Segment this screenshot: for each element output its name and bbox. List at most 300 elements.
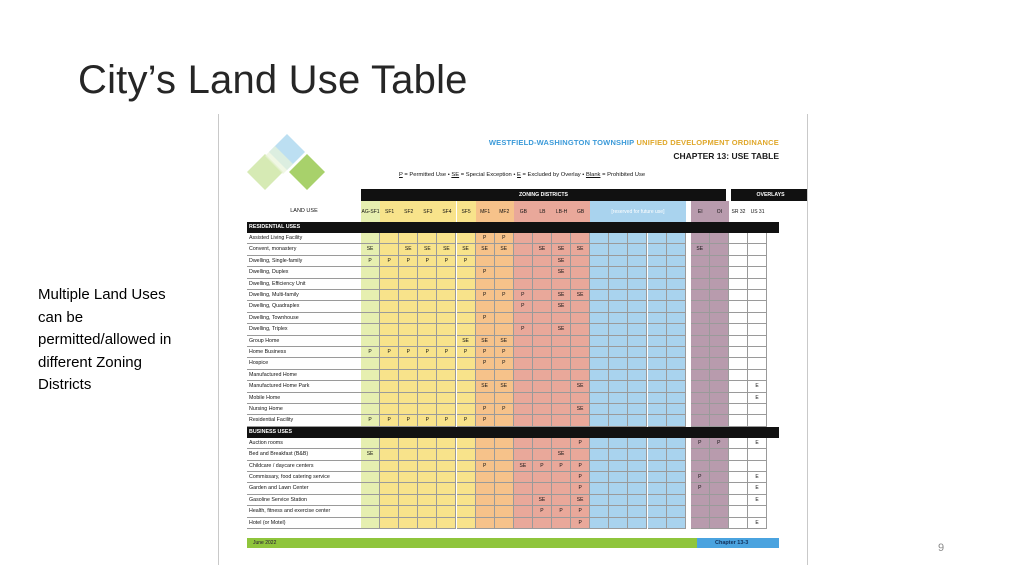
table-cell xyxy=(495,256,514,267)
column-header: SR 32 xyxy=(729,201,748,223)
table-cell xyxy=(729,506,748,517)
side-caption-line: permitted/allowed in xyxy=(38,331,172,348)
table-cell: P xyxy=(437,256,456,267)
table-cell xyxy=(476,393,495,404)
table-cell: P xyxy=(691,438,710,449)
table-cell xyxy=(380,324,399,335)
table-cell: P xyxy=(571,461,590,472)
table-cell xyxy=(457,358,476,369)
table-cell: P xyxy=(571,518,590,529)
table-cell xyxy=(628,313,647,324)
table-cell xyxy=(691,324,710,335)
table-cell xyxy=(710,267,729,278)
table-cell xyxy=(748,256,767,267)
table-cell xyxy=(691,381,710,392)
footer-green-bar xyxy=(247,538,697,548)
table-cell xyxy=(476,449,495,460)
table-cell xyxy=(748,370,767,381)
table-cell xyxy=(590,449,609,460)
table-cell xyxy=(380,336,399,347)
column-header: GB xyxy=(514,201,533,223)
table-cell xyxy=(361,461,380,472)
table-cell xyxy=(590,404,609,415)
table-cell xyxy=(380,233,399,244)
table-cell xyxy=(691,393,710,404)
table-cell xyxy=(710,290,729,301)
table-cell xyxy=(648,370,667,381)
table-cell: SE xyxy=(476,381,495,392)
table-cell xyxy=(648,324,667,335)
table-cell xyxy=(667,313,686,324)
table-cell: SE xyxy=(552,290,571,301)
table-cell xyxy=(418,279,437,290)
table-cell: E xyxy=(748,518,767,529)
table-cell xyxy=(361,336,380,347)
table-cell xyxy=(495,449,514,460)
table-cell xyxy=(437,438,456,449)
column-header: MF1 xyxy=(476,201,495,223)
table-cell xyxy=(457,301,476,312)
table-cell xyxy=(437,370,456,381)
table-cell xyxy=(590,415,609,426)
table-cell: P xyxy=(361,415,380,426)
page-number: 9 xyxy=(938,542,945,554)
table-cell xyxy=(361,324,380,335)
table-cell xyxy=(552,381,571,392)
table-cell xyxy=(533,233,552,244)
table-cell xyxy=(571,301,590,312)
table-cell: P xyxy=(399,415,418,426)
table-cell: E xyxy=(748,495,767,506)
table-cell xyxy=(380,438,399,449)
table-cell: E xyxy=(748,438,767,449)
table-cell xyxy=(691,358,710,369)
table-cell xyxy=(399,393,418,404)
table-cell xyxy=(552,347,571,358)
table-cell xyxy=(628,461,647,472)
table-cell xyxy=(729,347,748,358)
table-row xyxy=(247,495,779,506)
table-cell xyxy=(628,472,647,483)
table-cell xyxy=(609,290,628,301)
table-cell xyxy=(609,404,628,415)
table-cell xyxy=(437,301,456,312)
table-cell xyxy=(628,336,647,347)
table-cell xyxy=(457,233,476,244)
table-cell xyxy=(457,495,476,506)
table-cell xyxy=(609,244,628,255)
table-cell: P xyxy=(495,404,514,415)
table-cell: SE xyxy=(552,449,571,460)
table-cell xyxy=(437,313,456,324)
table-cell xyxy=(495,301,514,312)
table-cell xyxy=(380,506,399,517)
table-row xyxy=(247,256,779,267)
table-cell xyxy=(628,415,647,426)
side-caption-line: Multiple Land Uses xyxy=(38,286,166,303)
table-cell xyxy=(691,404,710,415)
table-cell xyxy=(729,233,748,244)
land-use-name: Manufactured Home xyxy=(249,371,297,378)
section-header xyxy=(247,222,779,233)
table-row xyxy=(247,415,779,426)
table-cell xyxy=(609,347,628,358)
legend-se-text: = Special Exception • xyxy=(459,172,518,178)
zoning-districts-header: ZONING DISTRICTS xyxy=(361,189,726,201)
table-cell xyxy=(399,461,418,472)
table-cell xyxy=(495,472,514,483)
table-cell xyxy=(691,301,710,312)
table-cell: P xyxy=(476,415,495,426)
table-cell xyxy=(609,438,628,449)
table-cell xyxy=(361,381,380,392)
table-cell xyxy=(590,495,609,506)
table-cell xyxy=(609,472,628,483)
table-cell xyxy=(667,381,686,392)
table-row xyxy=(247,336,779,347)
table-cell xyxy=(495,506,514,517)
table-cell xyxy=(514,506,533,517)
land-use-name: Residential Facility xyxy=(249,417,294,424)
table-cell xyxy=(495,495,514,506)
table-cell: P xyxy=(533,506,552,517)
table-cell xyxy=(361,518,380,529)
table-cell xyxy=(514,415,533,426)
table-cell: P xyxy=(691,472,710,483)
table-cell xyxy=(361,404,380,415)
table-cell xyxy=(533,472,552,483)
table-cell xyxy=(691,347,710,358)
table-cell: P xyxy=(457,415,476,426)
table-cell xyxy=(361,233,380,244)
table-cell xyxy=(437,290,456,301)
table-cell xyxy=(437,267,456,278)
table-cell xyxy=(691,506,710,517)
table-cell: P xyxy=(476,233,495,244)
table-cell xyxy=(380,404,399,415)
table-cell xyxy=(495,483,514,494)
table-cell xyxy=(710,301,729,312)
table-cell xyxy=(729,358,748,369)
table-cell xyxy=(729,472,748,483)
table-cell xyxy=(399,279,418,290)
table-cell xyxy=(590,267,609,278)
table-cell: E xyxy=(748,381,767,392)
legend-p-text: = Permitted Use • xyxy=(402,172,452,178)
column-header: GB xyxy=(571,201,590,223)
table-cell xyxy=(729,461,748,472)
table-cell xyxy=(710,506,729,517)
table-cell: SE xyxy=(552,301,571,312)
table-cell xyxy=(437,518,456,529)
table-cell: SE xyxy=(361,449,380,460)
table-cell xyxy=(552,336,571,347)
table-cell xyxy=(514,404,533,415)
table-cell xyxy=(748,336,767,347)
table-cell xyxy=(361,313,380,324)
table-cell: SE xyxy=(495,244,514,255)
table-cell xyxy=(399,233,418,244)
table-cell: P xyxy=(476,313,495,324)
table-cell xyxy=(729,336,748,347)
table-cell xyxy=(571,415,590,426)
table-cell xyxy=(571,358,590,369)
table-cell xyxy=(418,393,437,404)
table-cell xyxy=(710,370,729,381)
table-cell xyxy=(710,393,729,404)
table-cell xyxy=(590,370,609,381)
table-cell: P xyxy=(418,256,437,267)
table-cell xyxy=(748,324,767,335)
table-cell xyxy=(628,301,647,312)
table-cell xyxy=(361,506,380,517)
table-cell xyxy=(691,290,710,301)
table-cell xyxy=(495,267,514,278)
table-cell xyxy=(457,279,476,290)
table-row xyxy=(247,449,779,460)
table-cell xyxy=(628,279,647,290)
table-cell xyxy=(590,336,609,347)
table-row xyxy=(247,461,779,472)
table-cell xyxy=(399,506,418,517)
table-cell xyxy=(648,233,667,244)
table-cell xyxy=(476,495,495,506)
table-cell: P xyxy=(495,347,514,358)
table-cell xyxy=(457,506,476,517)
table-cell xyxy=(609,324,628,335)
table-cell xyxy=(590,438,609,449)
table-cell xyxy=(533,279,552,290)
land-use-name: Hospice xyxy=(249,360,269,367)
table-cell xyxy=(628,347,647,358)
table-cell xyxy=(361,290,380,301)
table-cell xyxy=(648,461,667,472)
table-cell xyxy=(495,370,514,381)
table-cell xyxy=(514,393,533,404)
column-header: AG-SF1 xyxy=(361,201,380,223)
legend-se: SE xyxy=(451,172,460,178)
table-cell xyxy=(437,495,456,506)
table-cell xyxy=(399,438,418,449)
table-cell xyxy=(380,301,399,312)
table-cell xyxy=(729,404,748,415)
table-cell: SE xyxy=(437,244,456,255)
table-cell xyxy=(361,301,380,312)
table-cell xyxy=(380,472,399,483)
ordinance-header xyxy=(489,138,779,147)
table-cell xyxy=(729,301,748,312)
table-cell xyxy=(648,267,667,278)
table-cell xyxy=(514,449,533,460)
table-cell xyxy=(710,449,729,460)
table-cell xyxy=(514,347,533,358)
table-cell xyxy=(380,313,399,324)
table-cell xyxy=(729,267,748,278)
table-cell xyxy=(437,233,456,244)
table-cell xyxy=(609,415,628,426)
table-cell xyxy=(437,461,456,472)
table-cell: SE xyxy=(514,461,533,472)
table-cell xyxy=(691,415,710,426)
table-cell xyxy=(729,313,748,324)
land-use-name: Dwelling, Multi-family xyxy=(249,292,299,298)
section-header xyxy=(247,427,779,438)
table-cell xyxy=(552,518,571,529)
table-cell xyxy=(628,449,647,460)
table-cell xyxy=(571,370,590,381)
table-cell xyxy=(667,370,686,381)
legend-p: P xyxy=(399,172,403,178)
table-cell xyxy=(552,438,571,449)
table-cell xyxy=(609,483,628,494)
table-cell xyxy=(418,461,437,472)
table-cell xyxy=(590,393,609,404)
table-row xyxy=(247,313,779,324)
table-cell xyxy=(729,370,748,381)
table-cell xyxy=(691,370,710,381)
table-cell xyxy=(361,393,380,404)
table-cell: P xyxy=(476,461,495,472)
table-cell xyxy=(748,279,767,290)
table-cell xyxy=(437,358,456,369)
ordinance-header-tail: UNIFIED DEVELOPMENT ORDINANCE xyxy=(634,138,779,147)
table-cell xyxy=(418,483,437,494)
table-cell xyxy=(514,336,533,347)
table-cell: P xyxy=(710,438,729,449)
table-cell xyxy=(552,358,571,369)
table-cell xyxy=(590,518,609,529)
table-cell xyxy=(748,233,767,244)
table-group-header xyxy=(361,189,808,201)
table-cell xyxy=(552,415,571,426)
table-cell xyxy=(648,279,667,290)
land-use-name: Hotel (or Motel) xyxy=(249,519,286,526)
table-cell xyxy=(729,438,748,449)
table-cell: SE xyxy=(361,244,380,255)
table-cell xyxy=(514,267,533,278)
table-cell xyxy=(710,518,729,529)
table-cell xyxy=(648,404,667,415)
table-cell xyxy=(361,495,380,506)
table-cell xyxy=(609,381,628,392)
table-cell xyxy=(667,415,686,426)
table-cell xyxy=(571,324,590,335)
table-cell xyxy=(571,313,590,324)
table-cell xyxy=(361,370,380,381)
table-cell xyxy=(729,256,748,267)
table-cell xyxy=(380,267,399,278)
table-cell xyxy=(476,506,495,517)
table-cell xyxy=(533,381,552,392)
section-title: BUSINESS USES xyxy=(249,428,292,435)
table-cell xyxy=(437,483,456,494)
table-cell xyxy=(418,324,437,335)
table-cell xyxy=(418,267,437,278)
column-header: US 31 xyxy=(748,201,767,223)
table-cell xyxy=(476,438,495,449)
table-cell xyxy=(552,393,571,404)
table-cell: SE xyxy=(457,244,476,255)
legend-e: E xyxy=(517,172,521,178)
table-cell xyxy=(514,518,533,529)
table-cell xyxy=(748,301,767,312)
table-cell xyxy=(729,495,748,506)
table-cell: SE xyxy=(571,290,590,301)
table-cell: E xyxy=(748,393,767,404)
table-cell xyxy=(729,290,748,301)
column-header: MF2 xyxy=(495,201,514,223)
table-cell xyxy=(457,461,476,472)
column-header: EI xyxy=(691,201,710,223)
table-cell xyxy=(437,506,456,517)
footer-date: June 2022 xyxy=(253,540,277,546)
table-cell xyxy=(748,358,767,369)
table-cell: P xyxy=(476,358,495,369)
column-header: SF2 xyxy=(399,201,418,223)
table-cell xyxy=(667,358,686,369)
table-cell xyxy=(571,336,590,347)
table-cell: P xyxy=(476,347,495,358)
table-cell xyxy=(514,370,533,381)
table-cell xyxy=(457,324,476,335)
table-cell xyxy=(691,518,710,529)
table-cell xyxy=(609,267,628,278)
table-cell xyxy=(628,370,647,381)
table-cell xyxy=(667,461,686,472)
table-cell xyxy=(571,267,590,278)
table-cell: SE xyxy=(571,495,590,506)
land-use-name: Garden and Lawn Center xyxy=(249,485,309,492)
column-header: OI xyxy=(710,201,729,223)
land-use-name: Dwelling, Townhouse xyxy=(249,314,299,321)
table-cell xyxy=(533,347,552,358)
table-cell xyxy=(399,267,418,278)
table-cell xyxy=(514,438,533,449)
table-cell xyxy=(590,313,609,324)
table-cell xyxy=(457,393,476,404)
table-cell: SE xyxy=(552,267,571,278)
table-cell xyxy=(457,404,476,415)
table-cell xyxy=(590,279,609,290)
table-cell xyxy=(590,472,609,483)
table-cell xyxy=(648,472,667,483)
table-cell: SE xyxy=(418,244,437,255)
table-cell xyxy=(628,358,647,369)
table-cell xyxy=(648,381,667,392)
table-cell: SE xyxy=(571,381,590,392)
table-cell xyxy=(729,483,748,494)
table-cell xyxy=(590,290,609,301)
table-cell xyxy=(667,393,686,404)
table-cell xyxy=(609,449,628,460)
table-cell xyxy=(710,347,729,358)
table-cell xyxy=(457,483,476,494)
land-use-name: Gasoline Service Station xyxy=(249,496,308,503)
table-cell xyxy=(667,495,686,506)
table-cell: P xyxy=(361,347,380,358)
table-cell xyxy=(361,279,380,290)
table-cell xyxy=(533,301,552,312)
table-cell xyxy=(380,290,399,301)
table-cell xyxy=(710,256,729,267)
table-cell xyxy=(609,313,628,324)
table-cell xyxy=(514,313,533,324)
table-cell xyxy=(399,358,418,369)
table-cell xyxy=(667,404,686,415)
table-cell xyxy=(710,358,729,369)
table-cell: P xyxy=(457,256,476,267)
table-cell: P xyxy=(380,347,399,358)
